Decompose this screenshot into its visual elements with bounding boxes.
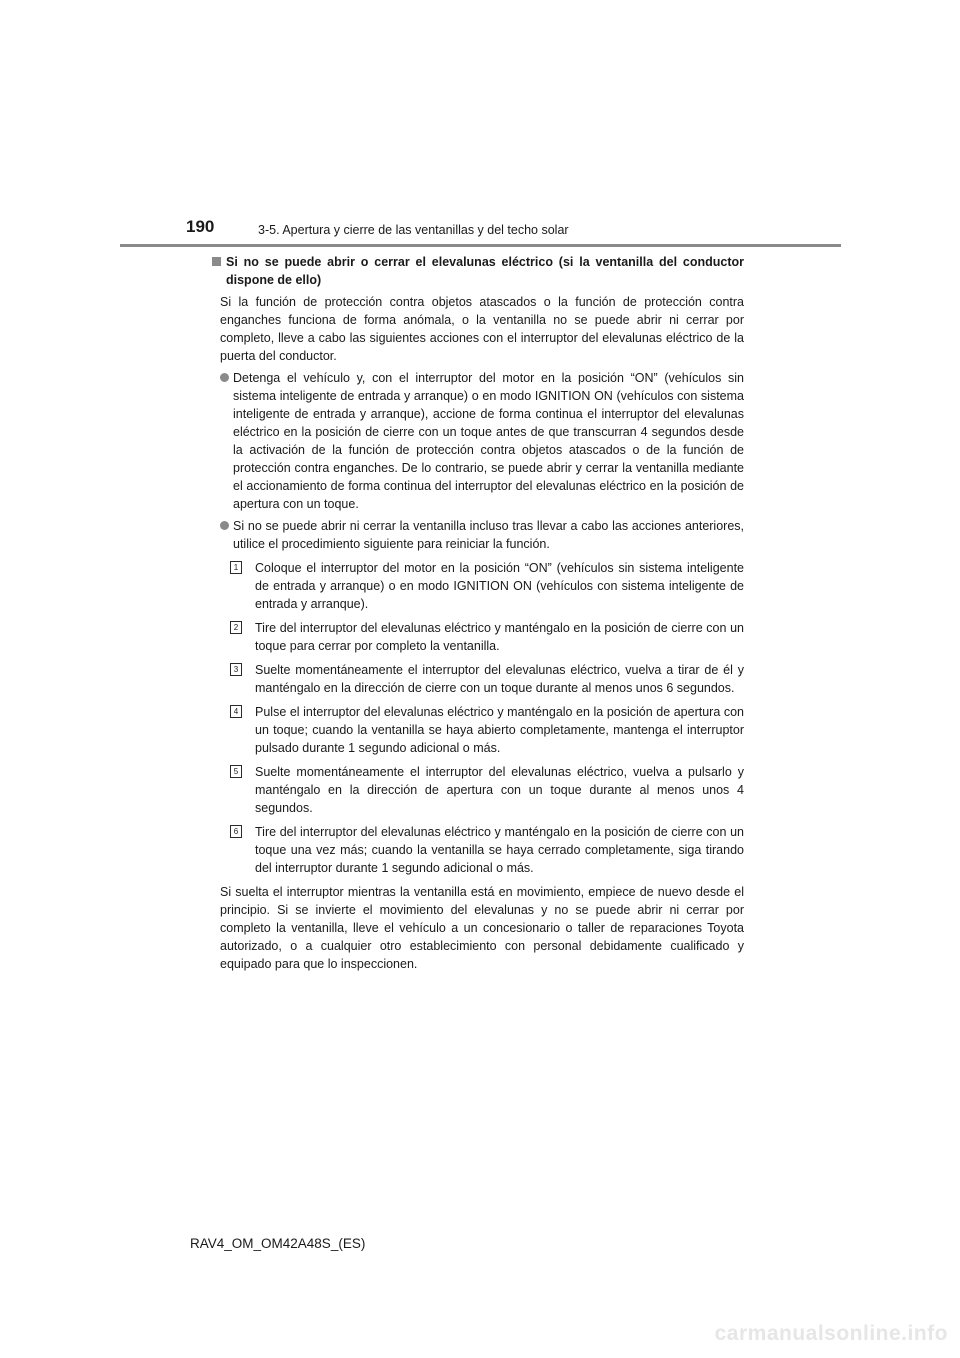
step-item [212,763,744,817]
step-text: Tire del interruptor del elevalunas eléctrico y manténgalo en la posición de cierre con un toque para cerrar por completo la ventanilla. [255,621,744,653]
running-header: 3-5. Apertura y cierre de las ventanillas y del techo solar [258,223,569,237]
step-text: Coloque el interruptor del motor en la posición “ON” (vehículos sin sistema inteligente de entrada y arranque) o en modo IGNITION ON (vehículos con sistema inteligente de entrada y arranque). [255,561,744,611]
bullet-text: Detenga el vehículo y, con el interruptor del motor en la posición “ON” (vehículos sin sistema inteligente de entrada y arranque) o en modo IGNITION ON (vehículos con sistema inteligente de entrada y arranque), accione de forma continua el interruptor del elevalunas eléctrico en la posición de cierre con un toque antes de que transcurran 4 segundos desde la activación de la función de protección contra objetos atascados o de la función de protección contra enganches. De lo contrario, se puede abrir y cerrar la ventanilla mediante el accionamiento de forma continua del interruptor del elevalunas eléctrico en la posición de apertura con un toque. [233,371,744,511]
step-number-badge: 4 [230,705,242,718]
closing-paragraph: Si suelta el interruptor mientras la ventanilla está en movimiento, empiece de nuevo desde el principio. Si se invierte el movimiento del elevalunas y no se puede abrir ni cerrar por completo la ventanilla, lleve el vehículo a un concesionario o taller de reparaciones Toyota autorizado, o a cualquier otro establecimiento con personal debidamente cualificado y equipado para que lo inspeccionen. [220,885,744,971]
section-heading-text: Si no se puede abrir o cerrar el elevalunas eléctrico (si la ventanilla del conductor dispone de ello) [226,255,744,287]
step-text: Suelte momentáneamente el interruptor del elevalunas eléctrico, vuelva a pulsarlo y manténgalo en la dirección de apertura con un toque durante al menos unos 4 segundos. [255,765,744,815]
circle-bullet-icon [220,521,229,530]
step-number-badge: 6 [230,825,242,838]
step-item [212,619,744,655]
square-bullet-icon [212,257,221,266]
step-item [212,661,744,697]
document-code: RAV4_OM_OM42A48S_(ES) [190,1236,366,1251]
step-number-badge: 5 [230,765,242,778]
step-text: Suelte momentáneamente el interruptor del elevalunas eléctrico, vuelva a tirar de él y manténgalo en la dirección de cierre con un toque durante al menos unos 6 segundos. [255,663,744,695]
step-item [212,823,744,877]
watermark: carmanualsonline.info [714,1322,948,1345]
bullet-item [212,517,744,553]
page-number: 190 [186,217,215,236]
step-number-badge: 3 [230,663,242,676]
step-text: Tire del interruptor del elevalunas eléctrico y manténgalo en la posición de cierre con un toque una vez más; cuando la ventanilla se haya cerrado completamente, siga tirando del interruptor durante 1 segundo adicional o más. [255,825,744,875]
bullet-text: Si no se puede abrir ni cerrar la ventanilla incluso tras llevar a cabo las acciones anteriores, utilice el procedimiento siguiente para reiniciar la función. [233,519,744,551]
page-content [212,253,744,973]
step-item [212,559,744,613]
intro-paragraph: Si la función de protección contra objetos atascados o la función de protección contra enganches funciona de forma anómala, o la ventanilla no se puede abrir ni cerrar por completo, lleve a cabo las siguientes acciones con el interruptor del elevalunas eléctrico de la puerta del conductor. [220,295,744,363]
circle-bullet-icon [220,373,229,382]
step-number-badge: 2 [230,621,242,634]
step-text: Pulse el interruptor del elevalunas eléctrico y manténgalo en la posición de apertura con un toque; cuando la ventanilla se haya abierto completamente, mantenga el interruptor pulsado durante 1 segundo adicional o más. [255,705,744,755]
section-heading [212,253,744,289]
step-item [212,703,744,757]
header-rule [120,244,841,247]
step-number-badge: 1 [230,561,242,574]
bullet-item [212,369,744,513]
